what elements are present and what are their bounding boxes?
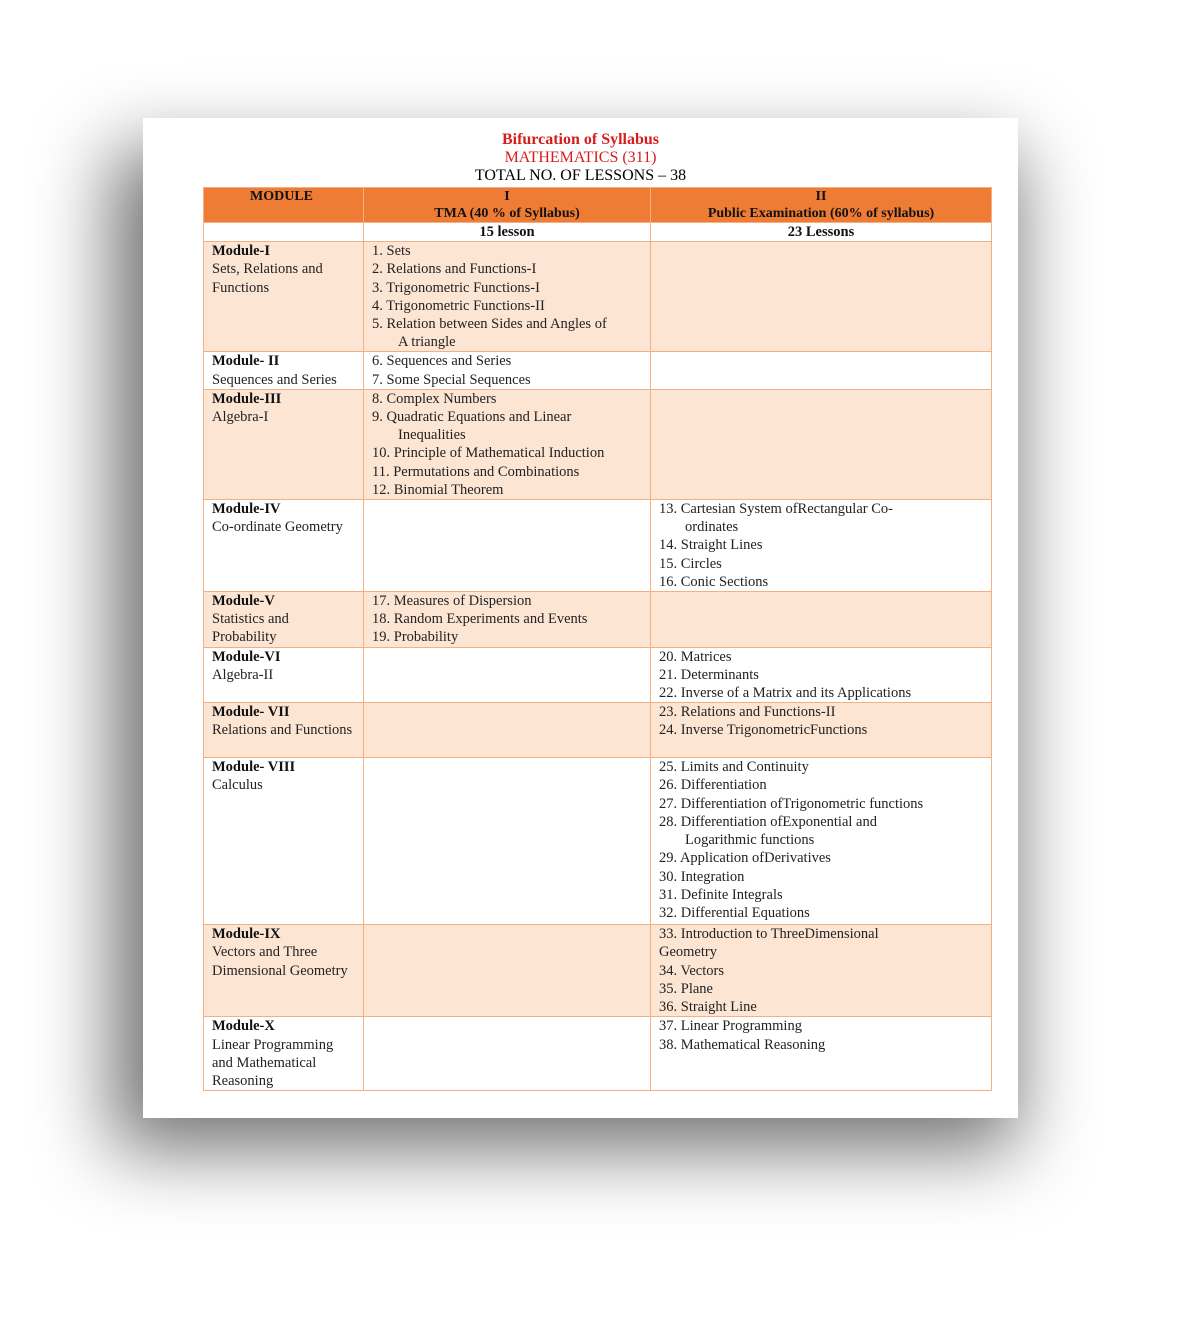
exam-lessons-cell: [651, 592, 992, 648]
header-exam-number: II: [815, 189, 827, 204]
tma-lessons-cell: [364, 352, 651, 389]
lesson-list: [372, 592, 642, 647]
module-name: Module-IX: [212, 926, 281, 943]
module-description: Sequences and Series: [212, 371, 337, 388]
exam-lessons-cell: [651, 703, 992, 758]
lesson-item: 4. Trigonometric Functions-II: [372, 297, 545, 314]
table-row: [204, 592, 992, 648]
title-line-1: Bifurcation of Syllabus: [501, 131, 660, 148]
module-cell: [204, 758, 364, 925]
exam-lessons-cell: [651, 352, 992, 389]
lesson-item: 19. Probability: [372, 629, 459, 646]
lesson-item: 34. Vectors: [659, 962, 724, 979]
exam-lessons-cell: [651, 758, 992, 925]
lesson-item: 26. Differentiation: [659, 777, 767, 794]
module-name: Module-IV: [212, 501, 281, 518]
lesson-item: 9. Quadratic Equations and Linear: [372, 409, 572, 426]
lesson-item: 25. Limits and Continuity: [659, 759, 809, 776]
lesson-item: 27. Differentiation ofTrigonometric functions: [659, 795, 924, 812]
lesson-item: 24. Inverse TrigonometricFunctions: [659, 722, 868, 739]
lesson-item: 12. Binomial Theorem: [372, 481, 504, 498]
header-exam-label: Public Examination (60% of syllabus): [707, 206, 935, 221]
module-description: Sets, Relations and Functions: [212, 261, 323, 296]
lesson-item: 21. Determinants: [659, 666, 759, 683]
lesson-item: 29. Application ofDerivatives: [659, 850, 831, 867]
module-description: Algebra-II: [212, 666, 274, 683]
module-name: Module-I: [212, 243, 270, 260]
exam-lessons-cell: [651, 242, 992, 352]
subheader-tma-count: 15 lesson: [364, 223, 651, 242]
lesson-item: 37. Linear Programming: [659, 1018, 802, 1035]
table-body: [204, 242, 992, 1091]
module-cell: [204, 500, 364, 592]
lesson-item: 30. Integration: [659, 868, 745, 885]
lesson-item: 5. Relation between Sides and Angles of: [372, 316, 607, 333]
lesson-item: 17. Measures of Dispersion: [372, 593, 532, 610]
lesson-list: [659, 925, 983, 1016]
tma-lessons-cell: [364, 758, 651, 925]
module-cell: [204, 389, 364, 499]
exam-lessons-cell: [651, 500, 992, 592]
lesson-item: Logarithmic functions: [685, 832, 815, 849]
table-row: [204, 352, 992, 389]
lesson-list: [372, 352, 642, 388]
lesson-item: 14. Straight Lines: [659, 537, 763, 554]
lesson-item: 6. Sequences and Series: [372, 353, 512, 370]
tma-lessons-cell: [364, 389, 651, 499]
module-description: Co-ordinate Geometry: [212, 519, 343, 536]
module-cell: [204, 925, 364, 1017]
tma-lessons-cell: [364, 242, 651, 352]
subheader-empty: [204, 223, 364, 242]
lesson-list: [659, 1017, 983, 1053]
lesson-item: 3. Trigonometric Functions-I: [372, 279, 540, 296]
lesson-item: 16. Conic Sections: [659, 573, 769, 590]
lesson-item: 28. Differentiation ofExponential and: [659, 813, 877, 830]
module-cell: [204, 242, 364, 352]
tma-lessons-cell: [364, 592, 651, 648]
module-cell: [204, 703, 364, 758]
module-cell: [204, 592, 364, 648]
lesson-item: 13. Cartesian System ofRectangular Co-: [659, 501, 893, 518]
module-cell: [204, 352, 364, 389]
lesson-item: 33. Introduction to ThreeDimensional: [659, 926, 879, 943]
lesson-item: 15. Circles: [659, 555, 722, 572]
lesson-item: 18. Random Experiments and Events: [372, 611, 588, 628]
header-tma-number: I: [504, 189, 510, 204]
table-header-row: [204, 188, 992, 223]
module-name: Module-V: [212, 593, 275, 610]
lesson-item: 20. Matrices: [659, 648, 732, 665]
module-name: Module-III: [212, 390, 282, 407]
table-row: [204, 758, 992, 925]
exam-lessons-cell: [651, 389, 992, 499]
table-row: [204, 500, 992, 592]
title-line-3: TOTAL NO. OF LESSONS – 38: [474, 167, 687, 184]
lesson-item: 8. Complex Numbers: [372, 390, 497, 407]
module-name: Module-X: [212, 1018, 275, 1035]
lesson-item: 2. Relations and Functions-I: [372, 261, 537, 278]
lesson-item: 10. Principle of Mathematical Induction: [372, 445, 605, 462]
lesson-item: 36. Straight Line: [659, 999, 757, 1016]
lesson-list: [659, 500, 983, 591]
table-subheader-row: [204, 223, 992, 242]
module-name: Module- II: [212, 353, 280, 370]
lesson-item: A triangle: [398, 334, 456, 351]
lesson-item: Inequalities: [398, 427, 466, 444]
tma-lessons-cell: [364, 703, 651, 758]
lesson-item: 1. Sets: [372, 243, 411, 260]
module-name: Module- VII: [212, 704, 290, 721]
title-line-2: MATHEMATICS (311): [504, 149, 657, 166]
lesson-list: [659, 758, 983, 922]
document-page: [143, 118, 1018, 1118]
lesson-item: 38. Mathematical Reasoning: [659, 1036, 826, 1053]
tma-lessons-cell: [364, 1017, 651, 1091]
lesson-item: 11. Permutations and Combinations: [372, 463, 580, 480]
header-tma: [364, 188, 651, 223]
lesson-item: 7. Some Special Sequences: [372, 371, 531, 388]
table-row: [204, 1017, 992, 1091]
table-row: [204, 703, 992, 758]
module-name: Module- VIII: [212, 759, 296, 776]
module-cell: [204, 647, 364, 703]
module-name: Module-VI: [212, 648, 281, 665]
table-row: [204, 647, 992, 703]
table-row: [204, 925, 992, 1017]
lesson-item: ordinates: [685, 519, 739, 536]
header-module: MODULE: [204, 188, 364, 223]
lesson-item: 32. Differential Equations: [659, 904, 810, 921]
title-block: [143, 131, 1018, 185]
exam-lessons-cell: [651, 925, 992, 1017]
module-description: Algebra-I: [212, 409, 269, 426]
lesson-item: Geometry: [659, 944, 717, 961]
module-description: Linear Programming and Mathematical Reasoning: [212, 1036, 334, 1089]
lesson-item: 35. Plane: [659, 980, 713, 997]
exam-lessons-cell: [651, 1017, 992, 1091]
subheader-exam-count: 23 Lessons: [651, 223, 992, 242]
module-description: Statistics and Probability: [212, 611, 289, 646]
module-description: Relations and Functions: [212, 722, 353, 739]
header-exam: [651, 188, 992, 223]
tma-lessons-cell: [364, 925, 651, 1017]
lesson-list: [659, 703, 983, 739]
table-row: [204, 389, 992, 499]
lesson-list: [372, 390, 642, 499]
table-row: [204, 242, 992, 352]
lesson-item: 23. Relations and Functions-II: [659, 704, 836, 721]
tma-lessons-cell: [364, 647, 651, 703]
lesson-list: [372, 242, 642, 351]
lesson-item: 22. Inverse of a Matrix and its Applications: [659, 685, 912, 702]
lesson-list: [659, 648, 983, 703]
lesson-item: 31. Definite Integrals: [659, 886, 783, 903]
module-description: Vectors and Three Dimensional Geometry: [212, 944, 348, 979]
syllabus-table: [203, 187, 992, 1091]
exam-lessons-cell: [651, 647, 992, 703]
header-tma-label: TMA (40 % of Syllabus): [434, 206, 580, 221]
tma-lessons-cell: [364, 500, 651, 592]
module-description: Calculus: [212, 777, 263, 794]
module-cell: [204, 1017, 364, 1091]
